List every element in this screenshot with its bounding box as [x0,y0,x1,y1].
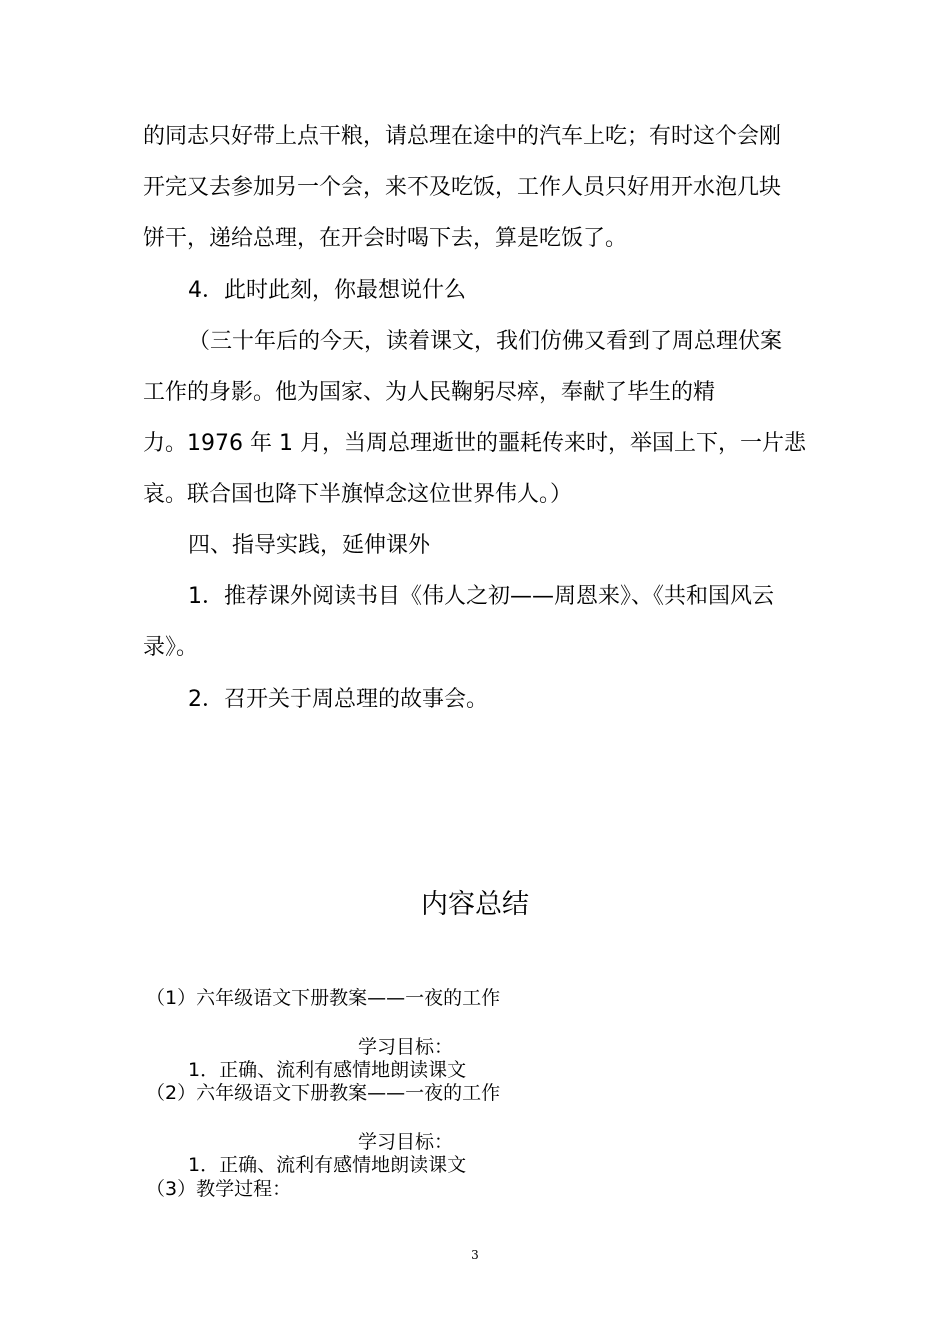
paragraph-line: 录》。 [143,635,199,660]
list-item: 1．推荐课外阅读书目《伟人之初——周恩来》、《共和国风云 [188,584,774,609]
list-item: 2．召开关于周总理的故事会。 [188,687,488,712]
summary-item: （1）六年级语文下册教案——一夜的工作 [146,987,501,1009]
summary-item: （2）六年级语文下册教案——一夜的工作 [146,1082,501,1104]
summary-item: 1．正确、流利有感情地朗读课文 [188,1154,467,1176]
summary-title: 内容总结 [421,889,529,920]
paragraph-line: 的同志只好带上点干粮，请总理在途中的汽车上吃；有时这个会刚 [143,124,782,149]
paragraph-line: 开完又去参加另一个会，来不及吃饭，工作人员只好用开水泡几块 [143,175,782,200]
list-item: 4．此时此刻，你最想说什么 [188,278,466,303]
paragraph-line: 力。1976 年 1 月，当周总理逝世的噩耗传来时，举国上下，一片悲 [143,431,806,456]
paragraph-line: （三十年后的今天，读着课文，我们仿佛又看到了周总理伏案 [188,329,783,354]
page-number: 3 [471,1248,479,1262]
section-heading: 四、指导实践，延伸课外 [188,533,431,558]
paragraph-line: 哀。联合国也降下半旗悼念这位世界伟人。） [143,482,573,507]
summary-item: 学习目标： [358,1131,454,1153]
paragraph-line: 饼干，递给总理，在开会时喝下去，算是吃饭了。 [143,226,628,251]
summary-item: （3）教学过程： [146,1178,292,1200]
paragraph-line: 工作的身影。他为国家、为人民鞠躬尽瘁，奉献了毕生的精 [143,380,716,405]
summary-item: 1．正确、流利有感情地朗读课文 [188,1059,467,1081]
summary-item: 学习目标： [358,1036,454,1058]
